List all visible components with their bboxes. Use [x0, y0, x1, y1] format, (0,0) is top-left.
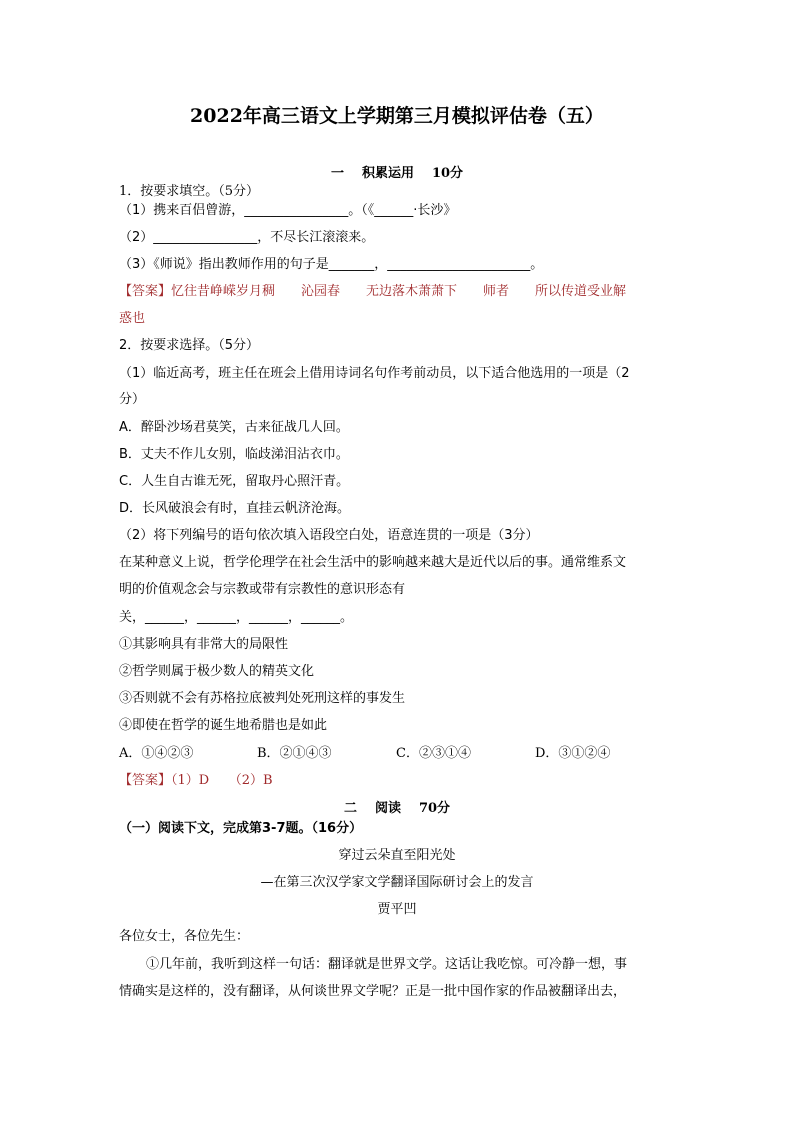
- q2-choice-c: C．②③①④: [396, 746, 471, 761]
- exam-title: 2022年高三语文上学期第三月模拟评估卷（五）: [190, 105, 604, 127]
- q1-line-2: （2）________________，不尽长江滚滚来。: [119, 230, 375, 245]
- q2-sub1-line-1: （1）临近高考，班主任在班会上借用诗词名句作考前动员，以下适合他选用的一项是（2: [119, 366, 630, 381]
- q2-passage-line-1: 在某种意义上说，哲学伦理学在社会生活中的影响越来越大是近代以后的事。通常维系文: [119, 555, 627, 570]
- section-2-score: 70分: [418, 801, 451, 816]
- reading-intro: （一）阅读下文，完成第3-7题。（16分）: [119, 821, 363, 836]
- section-2-header: [0, 800, 794, 818]
- section-1-score: 10分: [431, 166, 464, 181]
- q2-stem: 2．按要求选择。（5分）: [119, 338, 260, 353]
- q2-choice-d: D．③①②④: [535, 746, 611, 761]
- article-title: 穿过云朵直至阳光处: [338, 848, 456, 863]
- article-subtitle: —在第三次汉学家文学翻译国际研讨会上的发言: [260, 875, 534, 890]
- q1-line-1: （1）携来百侣曾游，________________。（《______·长沙》: [119, 203, 457, 218]
- q1-answer-cont: 惑也: [119, 311, 146, 326]
- q2-choice-b: B．②①④③: [257, 746, 332, 761]
- q1-stem: 1．按要求填空。（5分）: [119, 184, 260, 199]
- q2-passage-line-2: 明的价值观念会与宗教或带有宗教性的意识形态有: [119, 582, 406, 597]
- q2-answer: [119, 772, 273, 790]
- q2-option-b: B．丈夫不作儿女别，临歧涕泪沾衣巾。: [119, 447, 349, 462]
- q2-item-4: ④即使在哲学的诞生地希腊也是如此: [119, 718, 328, 733]
- q2-item-2: ②哲学则属于极少数人的精英文化: [119, 664, 315, 679]
- q2-option-d: D．长风破浪会有时，直挂云帆济沧海。: [119, 501, 351, 516]
- q2-sub1-line-2: 分）: [119, 392, 146, 407]
- section-2-name: 阅读: [374, 801, 401, 816]
- section-1-header: [0, 165, 794, 183]
- q1-answer-text: 忆往昔峥嵘岁月稠 沁园春 无边落木萧萧下 师者 所以传道受业解: [171, 284, 627, 299]
- article-author: 贾平凹: [377, 902, 417, 917]
- q2-sub2: （2）将下列编号的语句依次填入语段空白处，语意连贯的一项是（3分）: [119, 528, 539, 543]
- section-2-number: 二: [343, 801, 357, 816]
- q2-choice-a: A．①④②③: [119, 746, 194, 761]
- answer-tag: 【答案】: [119, 284, 172, 299]
- q2-option-c: C．人生自古谁无死，留取丹心照汗青。: [119, 474, 350, 489]
- q2-passage-line-3: 关，______，______，______，______。: [119, 610, 354, 625]
- paragraph-1-line-1: ①几年前，我听到这样一句话：翻译就是世界文学。这话让我吃惊。可冷静一想，事: [146, 957, 628, 972]
- greeting: 各位女士，各位先生：: [119, 929, 250, 944]
- q2-answer-text: （1）D （2）B: [171, 773, 273, 788]
- section-1-number: 一: [330, 166, 344, 181]
- q1-line-3: （3）《师说》指出教师作用的句子是_______，______________________。: [119, 257, 544, 272]
- q2-item-3: ③否则就不会有苏格拉底被判处死刑这样的事发生: [119, 691, 406, 706]
- q1-answer: [119, 283, 626, 301]
- q2-item-1: ①其影响具有非常大的局限性: [119, 637, 289, 652]
- section-1-name: 积累运用: [361, 166, 414, 181]
- paragraph-1-line-2: 情确实是这样的，没有翻译，从何谈世界文学呢？正是一批中国作家的作品被翻译出去，: [119, 984, 627, 999]
- answer-tag: 【答案】: [119, 773, 172, 788]
- q2-option-a: A．醉卧沙场君莫笑，古来征战几人回。: [119, 420, 349, 435]
